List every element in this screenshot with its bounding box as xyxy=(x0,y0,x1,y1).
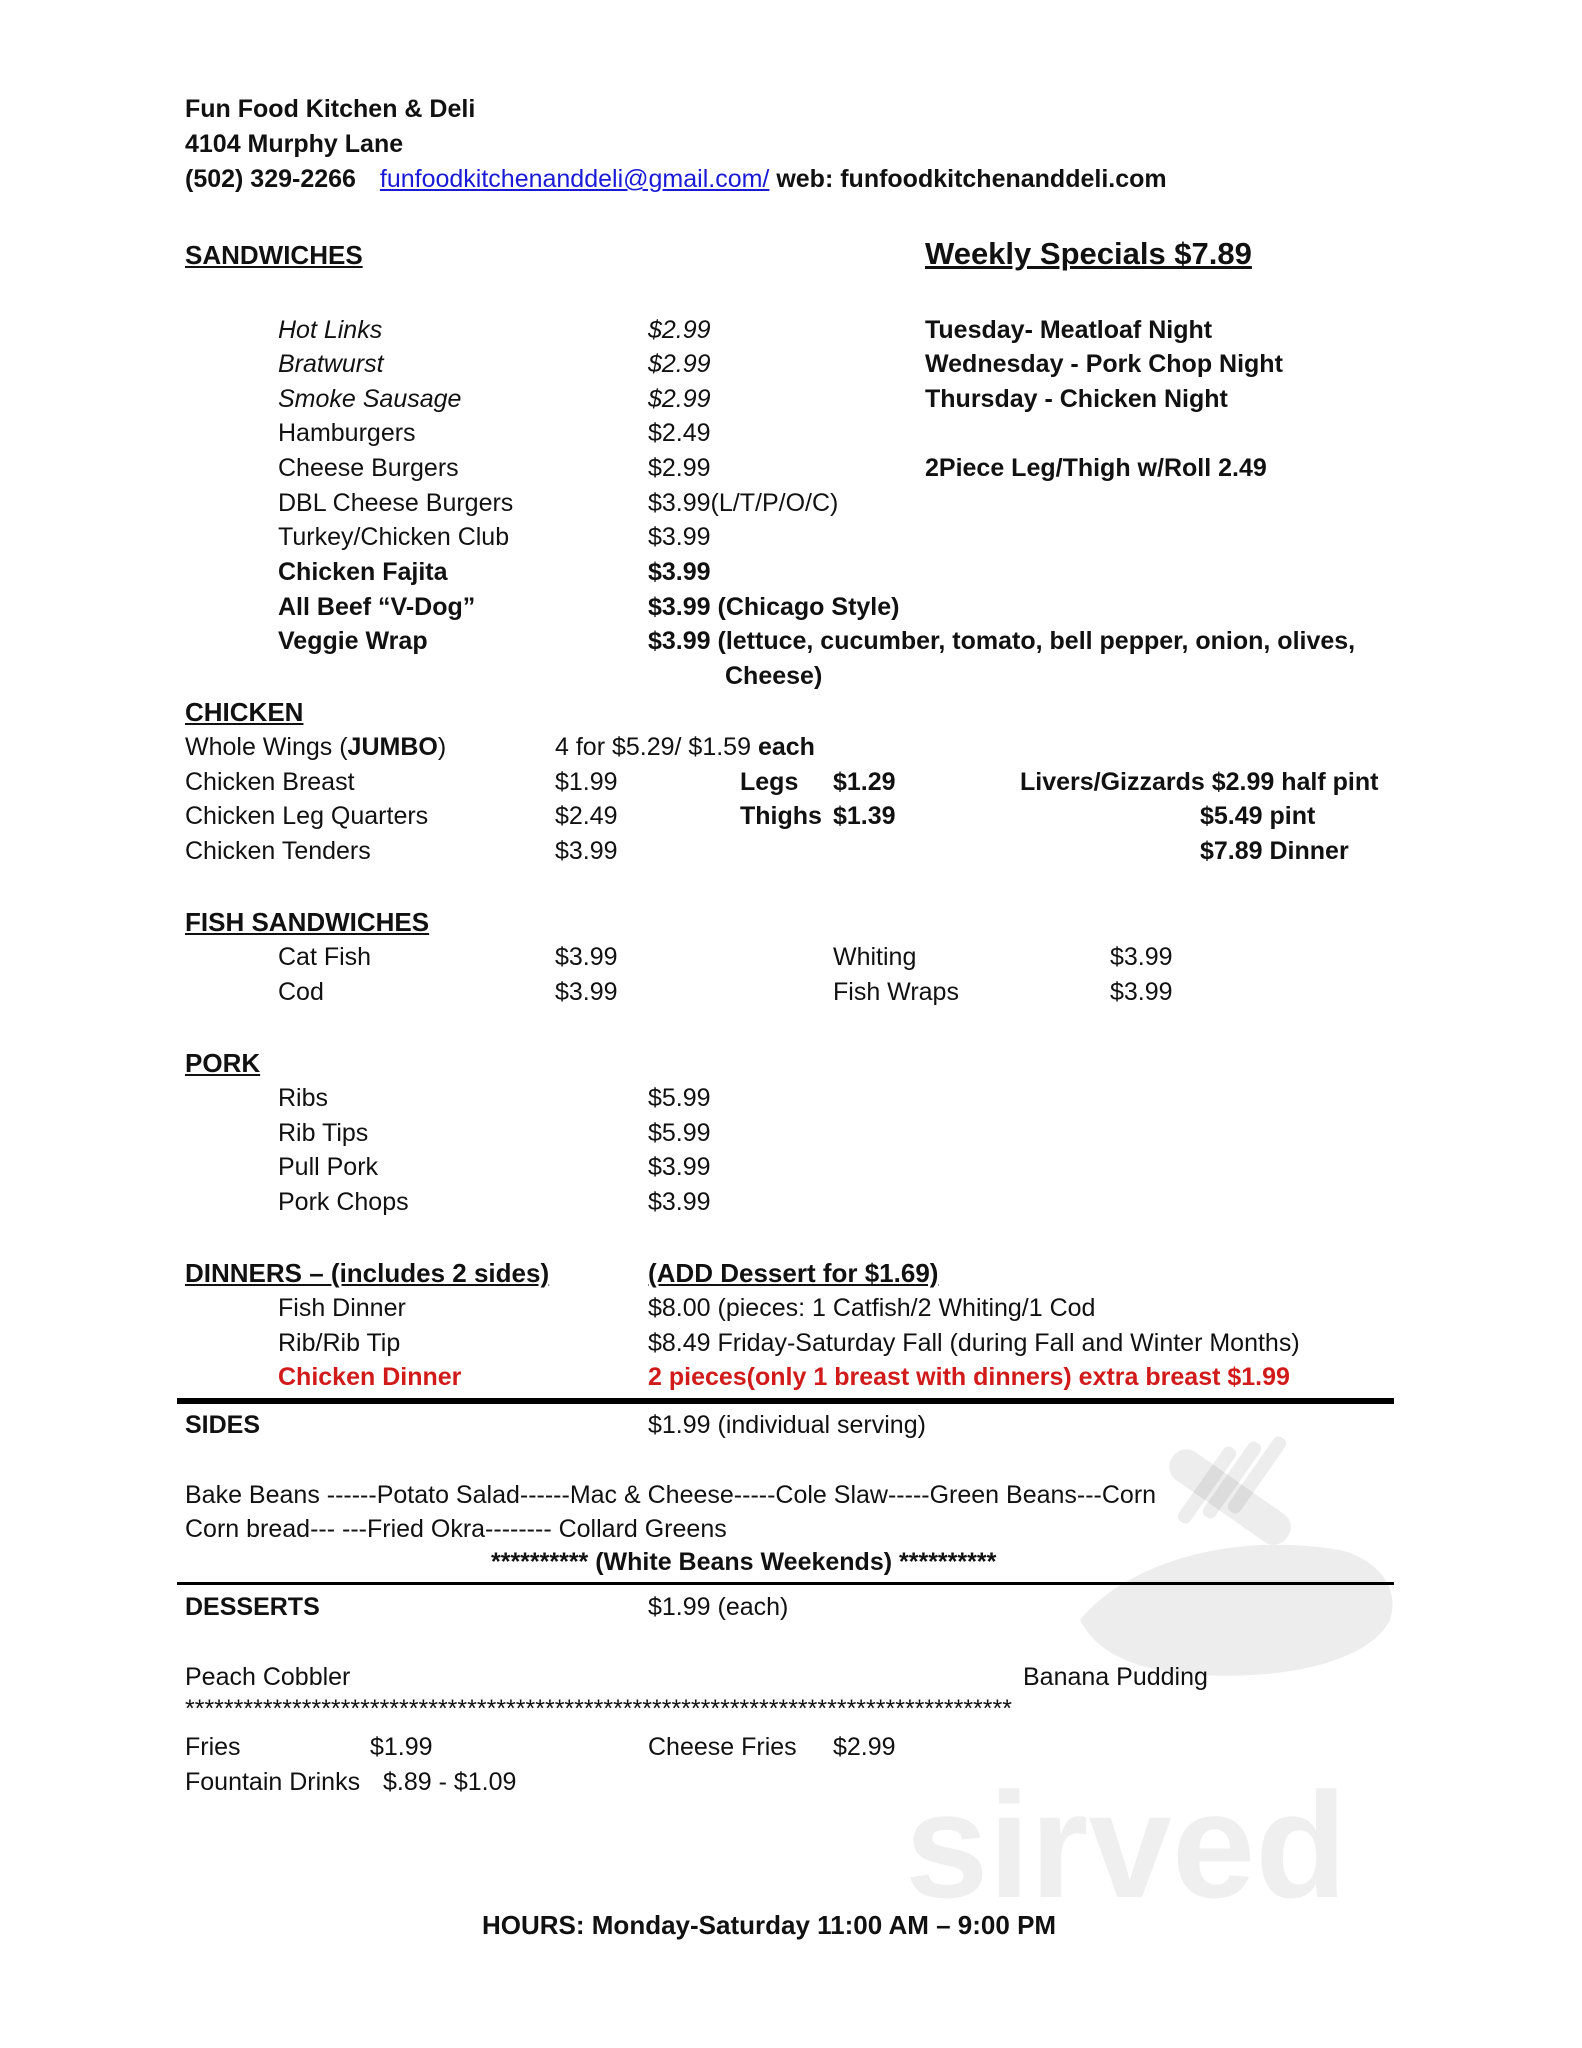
fish-item-name: Fish Wraps xyxy=(833,978,959,1006)
sandwich-name: DBL Cheese Burgers xyxy=(278,489,514,517)
sandwich-name: All Beef “V-Dog” xyxy=(278,593,476,621)
sandwich-price: $3.99 xyxy=(648,558,711,586)
sandwich-name: Chicken Fajita xyxy=(278,558,448,586)
sides-list: Bake Beans ------Potato Salad------Mac & Cheese-----Cole Slaw-----Green Beans---Corn xyxy=(185,1481,1157,1509)
livers-pint: $5.49 pint xyxy=(1200,802,1316,830)
sirved-watermark-text: sirved xyxy=(905,1761,1347,1929)
sides-list: Corn bread--- ---Fried Okra-------- Collard Greens xyxy=(185,1515,727,1543)
special-item: Wednesday - Pork Chop Night xyxy=(925,350,1283,378)
fish-item-name: Cod xyxy=(278,978,324,1006)
dessert-item: Peach Cobbler xyxy=(185,1663,351,1691)
sandwich-price-continued: Cheese) xyxy=(725,662,823,690)
pork-item-price: $3.99 xyxy=(648,1188,711,1216)
fountain-drinks-price: $.89 - $1.09 xyxy=(383,1768,517,1796)
chicken-item-price: $3.99 xyxy=(555,837,618,865)
cheese-fries-price: $2.99 xyxy=(833,1733,896,1761)
dinner-item-name: Rib/Rib Tip xyxy=(278,1329,401,1357)
pork-item-price: $5.99 xyxy=(648,1119,711,1147)
whole-wings-label: Whole Wings (JUMBO) xyxy=(185,733,447,761)
pork-item-name: Pull Pork xyxy=(278,1153,379,1181)
sandwich-price: $2.99 xyxy=(648,385,711,413)
sandwich-price: $3.99 xyxy=(648,523,711,551)
pork-item-price: $3.99 xyxy=(648,1153,711,1181)
pork-item-price: $5.99 xyxy=(648,1084,711,1112)
sandwich-name: Cheese Burgers xyxy=(278,454,459,482)
special-item: Tuesday- Meatloaf Night xyxy=(925,316,1213,344)
sandwich-name: Bratwurst xyxy=(278,350,384,378)
fountain-drinks-label: Fountain Drinks xyxy=(185,1768,361,1796)
pork-heading: PORK xyxy=(185,1048,261,1078)
fish-item-name: Cat Fish xyxy=(278,943,372,971)
sides-price: $1.99 (individual serving) xyxy=(648,1411,926,1439)
section-divider-thick xyxy=(177,1398,1394,1404)
restaurant-address: 4104 Murphy Lane xyxy=(185,130,404,158)
dinner-item-desc: $8.49 Friday-Saturday Fall (during Fall and Winter Months) xyxy=(648,1329,1300,1357)
sandwich-price: $2.99 xyxy=(648,350,711,378)
livers-gizzards: Livers/Gizzards $2.99 half pint xyxy=(1020,768,1379,796)
fish-heading: FISH SANDWICHES xyxy=(185,907,430,937)
chicken-heading: CHICKEN xyxy=(185,697,304,727)
sandwich-name: Hot Links xyxy=(278,316,383,344)
sirved-logo-icon xyxy=(1040,1420,1410,1750)
dinners-heading: DINNERS – (includes 2 sides) xyxy=(185,1258,550,1288)
sandwich-price: $2.99 xyxy=(648,316,711,344)
fries-label: Fries xyxy=(185,1733,241,1761)
pork-item-name: Ribs xyxy=(278,1084,329,1112)
sandwich-price: $3.99 (Chicago Style) xyxy=(648,593,900,621)
white-beans-note: ********** (White Beans Weekends) ********** xyxy=(491,1548,997,1576)
pork-item-name: Pork Chops xyxy=(278,1188,409,1216)
cheese-fries-label: Cheese Fries xyxy=(648,1733,797,1761)
chicken-item-name: Chicken Tenders xyxy=(185,837,371,865)
chicken-item-price: $1.99 xyxy=(555,768,618,796)
thighs-label: Thighs xyxy=(740,802,822,830)
weekly-specials-heading: Weekly Specials $7.89 xyxy=(925,236,1252,271)
restaurant-contact xyxy=(185,164,1167,194)
whole-wings-price: 4 for $5.29/ $1.59 each xyxy=(555,733,815,761)
email-link[interactable]: funfoodkitchenanddeli@gmail.com/ xyxy=(379,165,770,193)
web-address: web: funfoodkitchenanddeli.com xyxy=(776,165,1167,193)
chicken-item-price: $2.49 xyxy=(555,802,618,830)
dinner-item-name: Chicken Dinner xyxy=(278,1363,462,1391)
sandwich-price: $2.99 xyxy=(648,454,711,482)
desserts-price: $1.99 (each) xyxy=(648,1593,789,1621)
sandwich-price: $3.99(L/T/P/O/C) xyxy=(648,489,839,517)
dinner-item-desc: $8.00 (pieces: 1 Catfish/2 Whiting/1 Cod xyxy=(648,1294,1096,1322)
chicken-item-name: Chicken Leg Quarters xyxy=(185,802,429,830)
fish-item-price: $3.99 xyxy=(1110,978,1173,1006)
sandwich-name: Smoke Sausage xyxy=(278,385,462,413)
fish-item-price: $3.99 xyxy=(1110,943,1173,971)
legs-label: Legs xyxy=(740,768,799,796)
dessert-item: Banana Pudding xyxy=(1023,1663,1208,1691)
fish-item-name: Whiting xyxy=(833,943,917,971)
sandwich-name: Veggie Wrap xyxy=(278,627,428,655)
fries-price: $1.99 xyxy=(370,1733,433,1761)
chicken-item-name: Chicken Breast xyxy=(185,768,355,796)
fish-item-price: $3.99 xyxy=(555,978,618,1006)
sandwich-price: $2.49 xyxy=(648,419,711,447)
fish-item-price: $3.99 xyxy=(555,943,618,971)
phone-number: (502) 329-2266 xyxy=(185,165,356,193)
restaurant-name: Fun Food Kitchen & Deli xyxy=(185,95,476,123)
special-item: Thursday - Chicken Night xyxy=(925,385,1228,413)
sides-heading: SIDES xyxy=(185,1411,261,1439)
legs-price: $1.29 xyxy=(833,768,896,796)
sandwich-name: Hamburgers xyxy=(278,419,416,447)
sandwich-name: Turkey/Chicken Club xyxy=(278,523,510,551)
business-hours: HOURS: Monday-Saturday 11:00 AM – 9:00 PM xyxy=(482,1910,1057,1940)
star-divider: ************************************************************************************* xyxy=(185,1695,1012,1723)
sandwiches-heading: SANDWICHES xyxy=(185,240,363,270)
livers-dinner: $7.89 Dinner xyxy=(1200,837,1349,865)
thighs-price: $1.39 xyxy=(833,802,896,830)
pork-item-name: Rib Tips xyxy=(278,1119,369,1147)
desserts-heading: DESSERTS xyxy=(185,1593,320,1621)
sandwich-price: $3.99 (lettuce, cucumber, tomato, bell pepper, onion, olives, xyxy=(648,627,1356,655)
dinner-item-desc: 2 pieces(only 1 breast with dinners) extra breast $1.99 xyxy=(648,1363,1290,1391)
add-dessert-note: (ADD Dessert for $1.69) xyxy=(648,1258,939,1288)
special-extra: 2Piece Leg/Thigh w/Roll 2.49 xyxy=(925,454,1267,482)
dinner-item-name: Fish Dinner xyxy=(278,1294,406,1322)
